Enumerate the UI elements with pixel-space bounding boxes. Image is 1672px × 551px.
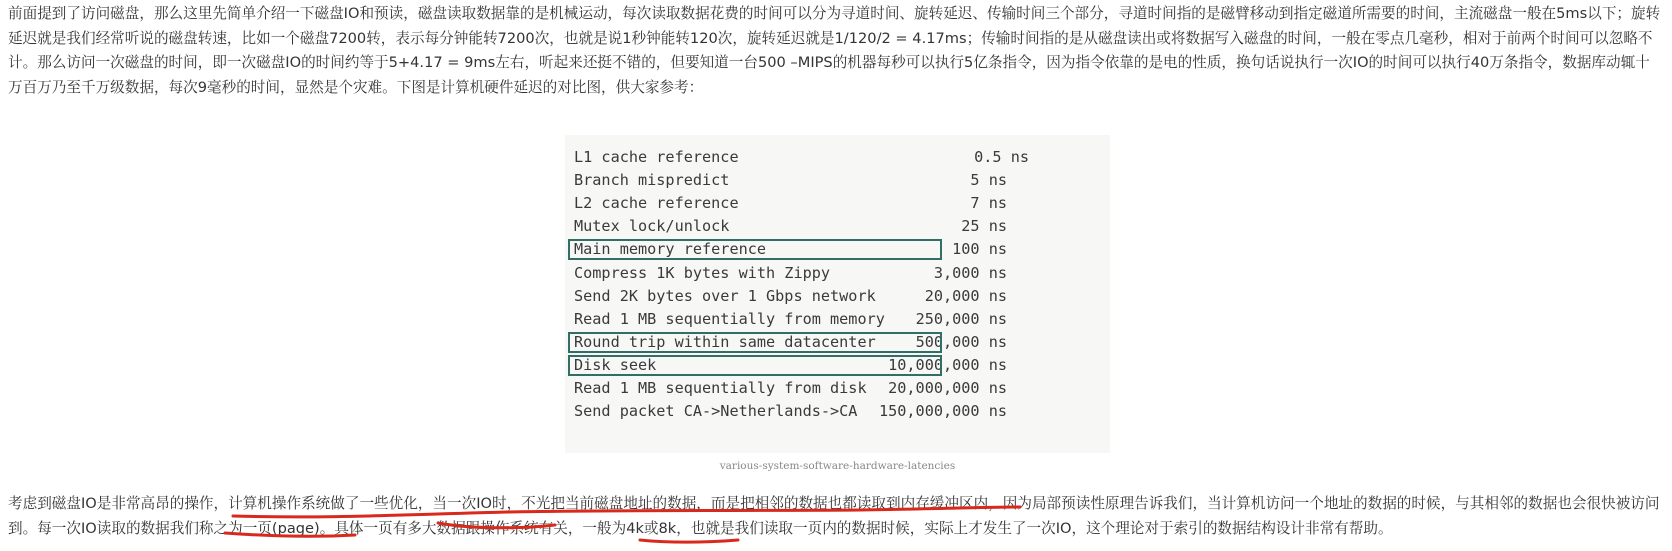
- latency-row: [565, 330, 1110, 355]
- latency-label: Round trip within same datacenter: [574, 332, 876, 351]
- latency-row: [565, 237, 1110, 262]
- latency-value: 20,000 ns: [924, 286, 1007, 305]
- highlight-box: [568, 239, 942, 260]
- latency-value: 3,000 ns: [933, 263, 1007, 282]
- latency-value: 5 ns: [970, 171, 1007, 190]
- latency-label: Mutex lock/unlock: [574, 217, 730, 236]
- highlight-box: [568, 332, 942, 353]
- latency-row: [565, 145, 1110, 170]
- latency-row: [565, 168, 1110, 193]
- latency-row: [565, 353, 1110, 378]
- latency-value: 7 ns: [970, 194, 1007, 213]
- latency-value: 20,000,000 ns: [888, 379, 1007, 397]
- latency-value: 500,000 ns: [915, 332, 1007, 351]
- latency-label: Read 1 MB sequentially from memory: [574, 309, 885, 328]
- intro-paragraph: 前面提到了访问磁盘，那么这里先简单介绍一下磁盘IO和预读，磁盘读取数据靠的是机械运动，每次读取数据花费的时间可以分为寻道时间、旋转延迟、传输时间三个部分，寻道时间指的是磁臂移动到指定磁道所需要的时间，主流磁盘一般在5ms以下；旋转延迟就是我们经常听说的磁盘转速，比如一个磁盘7200转，表示每分钟能转7200次，也就是说1秒钟能转120次，旋转延迟就是1/120/2 = 4.17ms；传输时间指的是从磁盘读出或将数据写入磁盘的时间，一般在零点几毫秒，相对于前两个时间可以忽略不计。那么访问一次磁盘的时间，即一次磁盘IO的时间约等于5+4.17 = 9ms左右，听起来还挺不错的，但要知道一台500 –MIPS的机器每秒可以执行5亿条指令，因为指令依靠的是电的性质，换句话说执行一次IO的时间可以执行40万条指令，数据库动辄十万百万乃至千万级数据，每次9毫秒的时间，显然是个灾难。下图是计算机硬件延迟的对比图，供大家参考：: [8, 5, 1661, 96]
- latency-label: Read 1 MB sequentially from disk: [574, 379, 867, 397]
- latency-row: [565, 191, 1110, 216]
- latency-value: 10,000,000 ns: [888, 355, 1007, 374]
- latency-value: 250,000 ns: [915, 309, 1007, 328]
- explanation-paragraph: 考虑到磁盘IO是非常高昂的操作，计算机操作系统做了一些优化，当一次IO时，不光把当前磁盘地址的数据，而是把相邻的数据也都读取到内存缓冲区内，因为局部预读性原理告诉我们，当计算机访问一个地址的数据的时候，与其相邻的数据也会很快被访问到。每一次IO读取的数据我们称之为一页(page)。具体一页有多大数据跟操作系统有关，一般为4k或8k，也就是我们读取一页内的数据时候，实际上才发生了一次IO，这个理论对于索引的数据结构设计非常有帮助。: [8, 495, 1660, 537]
- latency-value: 150,000,000 ns: [878, 402, 1007, 421]
- latency-row: [565, 284, 1110, 309]
- latency-label: L1 cache reference: [574, 148, 739, 166]
- latency-label: Main memory reference: [574, 240, 767, 259]
- latency-label: Compress 1K bytes with Zippy: [574, 263, 831, 282]
- latency-row: [565, 261, 1110, 286]
- figure-caption: various-system-software-hardware-latencies: [719, 460, 956, 472]
- latency-row: [565, 399, 1110, 424]
- latency-label: Branch mispredict: [574, 171, 730, 190]
- latency-label: Disk seek: [574, 355, 657, 374]
- latency-label: L2 cache reference: [574, 194, 739, 213]
- latency-value: 100 ns: [952, 240, 1007, 259]
- latency-label: Send 2K bytes over 1 Gbps network: [574, 286, 876, 305]
- latency-row: [565, 307, 1110, 332]
- latency-value: 25 ns: [961, 217, 1007, 236]
- highlight-box: [568, 355, 942, 376]
- latency-label: Send packet CA->Netherlands->CA: [574, 402, 858, 421]
- latency-value: 0.5 ns: [974, 148, 1029, 166]
- latency-row: [565, 376, 1110, 401]
- latency-row: [565, 214, 1110, 239]
- latency-figure: [565, 135, 1110, 453]
